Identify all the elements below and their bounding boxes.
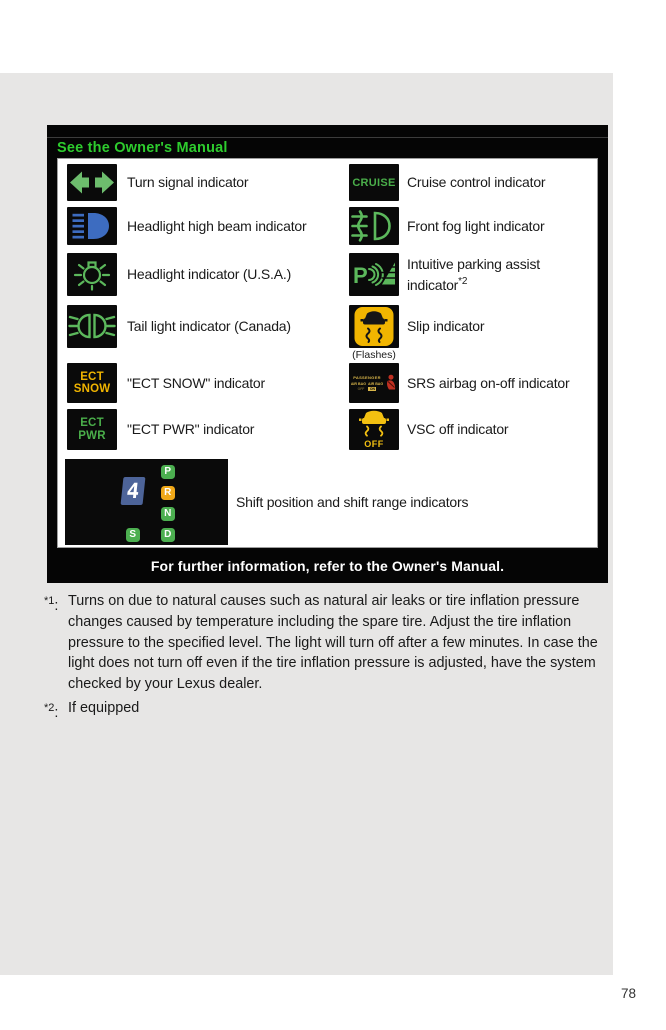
shift-letter-n: N	[161, 507, 175, 521]
ect-pwr-icon: ECT PWR	[67, 409, 117, 450]
parking-assist-icon	[349, 253, 399, 296]
indicator-panel	[47, 125, 608, 583]
indicator-label: SRS airbag on-off indicator	[407, 374, 570, 391]
slip-indicator-icon	[349, 305, 399, 348]
indicator-row-slip	[349, 305, 599, 361]
seatbelt-person-icon	[385, 363, 398, 403]
indicator-label: "ECT PWR" indicator	[127, 421, 255, 437]
slip-flashes-note: (Flashes)	[352, 349, 396, 361]
indicator-row-fog	[349, 207, 599, 245]
cruise-control-icon: CRUISE	[349, 164, 399, 201]
indicator-row-srs	[349, 363, 599, 403]
srs-airbag-icon: PASSENGER AIR BAG AIR BAG OFF ON	[349, 363, 399, 403]
shift-letter-d: D	[161, 528, 175, 542]
tail-light-icon	[67, 305, 117, 348]
indicator-row-headlight-usa	[67, 253, 339, 296]
shift-label: Shift position and shift range indicators	[236, 494, 469, 510]
footnote-ref: *2	[458, 275, 468, 287]
indicator-row-tail-light	[67, 305, 339, 348]
indicator-label: "ECT SNOW" indicator	[127, 374, 265, 391]
panel-heading: See the Owner's Manual	[57, 140, 228, 156]
headlight-usa-icon	[67, 253, 117, 296]
indicator-label: Slip indicator	[407, 318, 485, 334]
indicator-row-vsc	[349, 409, 599, 450]
turn-signal-icon	[67, 164, 117, 201]
indicator-row-ect-pwr	[67, 409, 339, 450]
indicator-label: Intuitive parking assist indicator$^{*2}$	[407, 255, 540, 293]
indicator-row-high-beam	[67, 207, 339, 245]
ect-snow-icon: ECT SNOW	[67, 363, 117, 403]
shift-digit: 4	[121, 477, 146, 505]
panel-top-divider	[47, 137, 608, 138]
indicator-row-cruise	[349, 164, 599, 201]
shift-letter-s: S	[126, 528, 140, 542]
high-beam-icon	[67, 207, 117, 245]
indicator-label: Tail light indicator (Canada)	[127, 318, 291, 334]
indicator-row-ect-snow	[67, 363, 339, 403]
indicator-label: Front fog light indicator	[407, 217, 545, 234]
vsc-off-icon: OFF	[349, 409, 399, 450]
footnote-1: $^{*1}$: Turns on due to natural causes such as natural air leaks or tire inflation pressure changes caused by temperature including the spare tire. Adjust the tire inflation pressure to the specified level. The light will turn off after a few minutes. In case the light does not turn off even if the tire inflation pressure is adjusted, have the system checked by your Lexus dealer.	[44, 591, 608, 695]
footnote-1-text: Turns on due to natural causes such as natural air leaks or tire inflation pressure changes caused by temperature including the spare tire. Adjust the tire inflation pressure to the specified level. The light will turn off after a few minutes. In case the light does not turn off even if the tire inflation pressure is adjusted, have the system checked by your Lexus dealer.	[68, 593, 598, 693]
footnotes	[44, 591, 608, 724]
indicator-label: VSC off indicator	[407, 421, 509, 437]
front-fog-light-icon	[349, 207, 399, 245]
footnote-2-text: If equipped	[68, 699, 140, 716]
panel-footer: For further information, refer to the Owner's Manual.	[150, 557, 505, 574]
indicator-grid	[57, 158, 598, 548]
indicator-row-turn-signal	[67, 164, 339, 201]
footnote-2: $^{*2}$: If equipped	[44, 698, 608, 724]
svg-text:P: P	[353, 263, 368, 288]
indicator-label: Turn signal indicator	[127, 174, 249, 190]
indicator-label: Headlight high beam indicator	[127, 217, 307, 234]
shift-letter-p: P	[161, 465, 175, 479]
indicator-row-parking-assist	[349, 253, 599, 296]
indicator-label: Cruise control indicator	[407, 174, 546, 190]
shift-position-display	[65, 459, 228, 545]
indicator-label: Headlight indicator (U.S.A.)	[127, 266, 292, 282]
page-number: 78	[621, 986, 637, 1001]
shift-letter-r: R	[161, 486, 175, 500]
